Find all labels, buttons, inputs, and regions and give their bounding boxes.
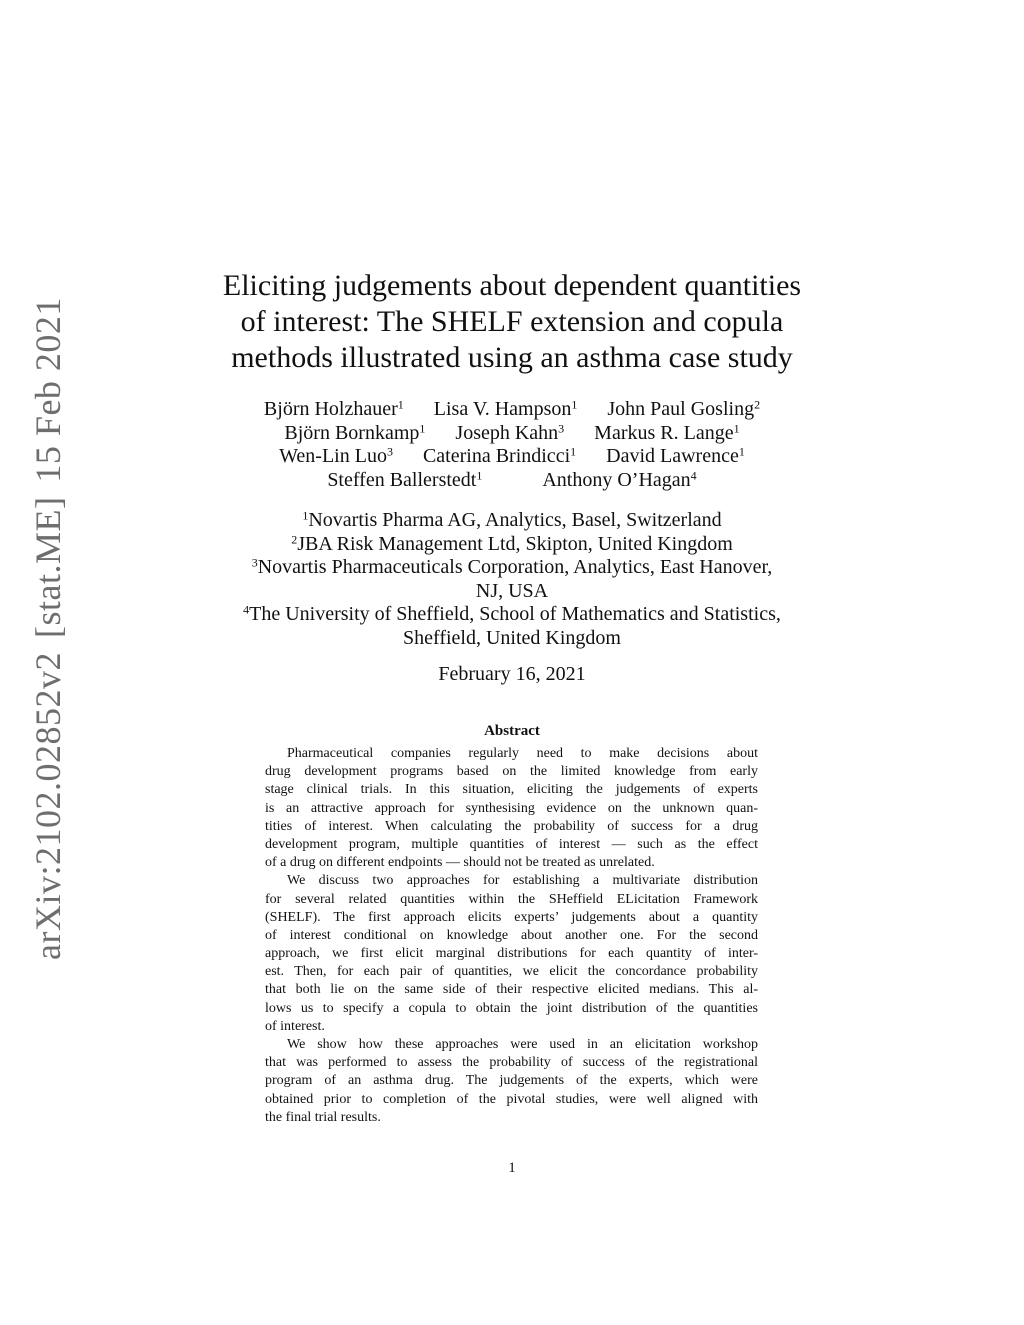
affiliation-list — [180, 509, 844, 650]
author: Lisa V. Hampson$^1$ — [433, 397, 578, 420]
abstract-line: stage clinical trials. In this situation, eliciting the judgements of experts — [265, 782, 758, 798]
author: Caterina Brindicci$^1$ — [422, 444, 577, 467]
arxiv-date: 15 Feb 2021 — [28, 297, 68, 483]
title-line: Eliciting judgements about dependent quantities — [222, 269, 802, 302]
author: John Paul Gosling$^2$ — [607, 397, 761, 420]
abstract-heading: Abstract — [484, 723, 540, 739]
abstract-line: the final trial results. — [265, 1109, 381, 1125]
abstract-line: that was performed to assess the probability of success of the registrational — [265, 1055, 758, 1071]
author: Markus R. Lange$^1$ — [594, 420, 740, 444]
page-number: 1 — [508, 1160, 516, 1176]
abstract-body — [265, 745, 758, 1127]
author: Anthony O’Hagan$^4$ — [542, 467, 697, 491]
author: Joseph Kahn$^3$ — [455, 420, 565, 444]
title-line: of interest: The SHELF extension and copula — [240, 305, 784, 338]
abstract-line: of a drug on different endpoints — should not be treated as unrelated. — [265, 855, 655, 871]
publication-date: February 16, 2021 — [438, 663, 586, 685]
title-line: methods illustrated using an asthma case study — [231, 341, 793, 374]
arxiv-identifier — [26, 297, 70, 960]
abstract-line: that both lie on the same side of their respective elicited medians. This al- — [265, 982, 758, 998]
author: Wen-Lin Luo$^3$ — [279, 444, 393, 467]
author-row — [180, 469, 844, 493]
abstract-line: We show how these approaches were used in an elicitation workshop — [287, 1037, 758, 1052]
abstract-line: est. Then, for each pair of quantities, we elicit the concordance probability — [265, 964, 758, 980]
abstract-line: obtained prior to completion of the pivotal studies, were well aligned with — [265, 1091, 758, 1107]
author-row — [180, 445, 844, 469]
author: Björn Holzhauer$^1$ — [263, 397, 404, 420]
abstract-line: development program, multiple quantities of interest — such as the effect — [265, 836, 758, 852]
abstract-line: lows us to specify a copula to obtain the joint distribution of the quantities — [265, 1000, 758, 1016]
abstract-line: drug development programs based on the limited knowledge from early — [265, 764, 758, 780]
author-row — [180, 398, 844, 422]
affiliation-continued: NJ, USA — [475, 579, 549, 602]
abstract-line: of interest conditional on knowledge about another one. For the second — [265, 927, 758, 943]
abstract-line: Pharmaceutical companies regularly need to make decisions about — [287, 746, 758, 761]
arxiv-id: arXiv:2102.02852v2 — [28, 652, 68, 960]
abstract-line: is an attractive approach for synthesising evidence on the unknown quan- — [265, 800, 758, 816]
affiliation: $^4$The University of Sheffield, School of Mathematics and Statistics, — [243, 602, 781, 625]
abstract-line: We discuss two approaches for establishing a multivariate distribution — [287, 873, 758, 889]
abstract-line: approach, we first elicit marginal distributions for each quantity of inter- — [265, 946, 758, 962]
abstract-line: tities of interest. When calculating the probability of success for a drug — [265, 818, 758, 834]
abstract-line: for several related quantities within the SHeffield ELicitation Framework — [265, 891, 758, 907]
author-list — [180, 398, 844, 492]
abstract-line: (SHELF). The first approach elicits experts’ judgements about a quantity — [265, 909, 758, 925]
affiliation: $^1$Novartis Pharma AG, Analytics, Basel, Switzerland — [302, 508, 722, 531]
author: Björn Bornkamp$^1$ — [284, 420, 426, 444]
author: Steffen Ballerstedt$^1$ — [327, 467, 483, 491]
abstract-line: of interest. — [265, 1018, 325, 1034]
affiliation-continued: Sheffield, United Kingdom — [403, 626, 621, 649]
author-row — [180, 422, 844, 446]
paper-title — [180, 268, 844, 376]
abstract-line: program of an asthma drug. The judgements of the experts, which were — [265, 1073, 758, 1089]
affiliation: $^3$Novartis Pharmaceuticals Corporation, Analytics, East Hanover, — [251, 555, 773, 578]
affiliation: $^2$JBA Risk Management Ltd, Skipton, United Kingdom — [291, 531, 733, 555]
author: David Lawrence$^1$ — [606, 444, 745, 467]
arxiv-category: [stat.ME] — [28, 496, 68, 639]
